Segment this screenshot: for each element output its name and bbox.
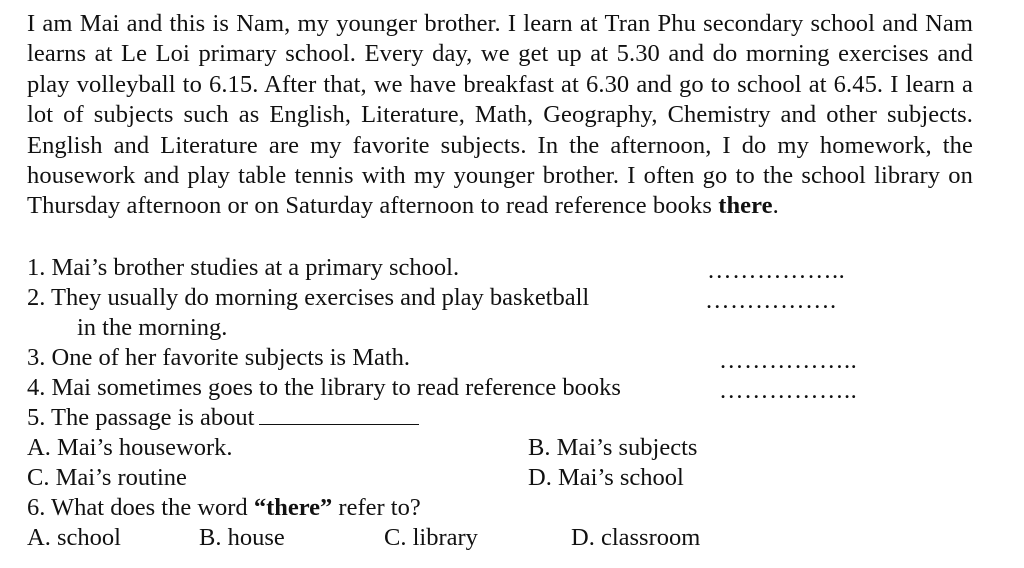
question-6-stem-start: 6. What does the word [27,494,254,521]
statement-1: 1. Mai’s brother studies at a primary school. [27,254,460,281]
reading-passage [27,9,973,222]
passage-end: . [772,192,779,220]
q5-option-b[interactable]: B. Mai’s subjects [528,434,698,461]
q6-option-b[interactable]: B. house [199,524,285,551]
q5-option-c[interactable]: C. Mai’s routine [27,464,187,491]
question-5-blank[interactable] [259,404,419,425]
q5-option-d[interactable]: D. Mai’s school [528,464,684,491]
answer-blank-4[interactable]: …………….. [719,377,858,404]
statement-2-continuation: in the morning. [77,314,228,341]
q6-option-d[interactable]: D. classroom [571,524,701,551]
question-5-stem: 5. The passage is about [27,404,255,431]
statement-2: 2. They usually do morning exercises and play basketball [27,284,590,311]
passage-bold-word: there [718,192,773,220]
answer-blank-1[interactable]: …………….. [707,257,846,284]
q6-option-a[interactable]: A. school [27,524,121,551]
passage-text: I am Mai and this is Nam, my younger brother. I learn at Tran Phu secondary school and Nam learns at Le Loi primary school. Every day, we get up at 5.30 and do morning exercises and play volleyball to 6.15. After that, we have breakfast at 6.30 and go to school at 6.45. I learn a lot of subjects such as English, Literature, Math, Geography, Chemistry and other subjects. English and Literature are my favorite subjects. In the afternoon, I do my homework, the housework and play table tennis with my younger brother. I often go to the school library on Thursday afternoon or on Saturday afternoon to read reference books [27,10,973,220]
statement-3: 3. One of her favorite subjects is Math. [27,344,411,371]
question-5 [27,403,419,433]
answer-blank-2[interactable]: ……………. [705,287,837,314]
question-6 [27,493,421,523]
q6-option-c[interactable]: C. library [384,524,478,551]
statement-4: 4. Mai sometimes goes to the library to read reference books [27,374,621,401]
question-6-bold-word: “there” [253,494,333,521]
answer-blank-3[interactable]: …………….. [719,347,858,374]
question-6-stem-end: refer to? [332,494,421,521]
q5-option-a[interactable]: A. Mai’s housework. [27,434,233,461]
